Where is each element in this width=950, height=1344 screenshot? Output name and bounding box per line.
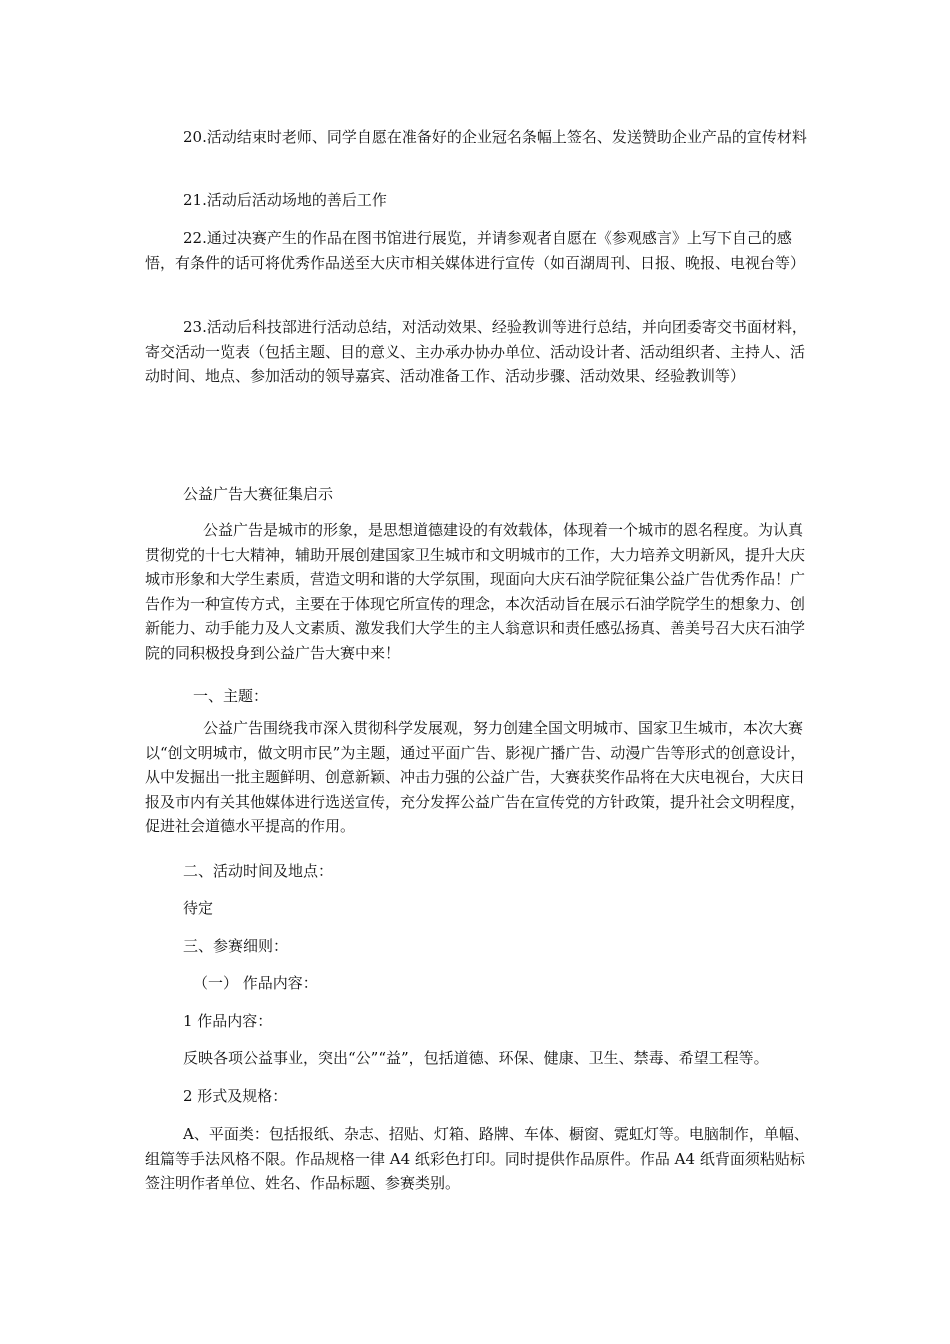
- step-23: 23.活动后科技部进行活动总结，对活动效果、经验教训等进行总结，并向团委寄交书面材料，寄交活动一览表（包括主题、目的意义、主办承办协办单位、活动设计者、活动组织者、主持人、活动时间、地点、参加活动的领导嘉宾、活动准备工作、活动步骤、活动效果、经验教训等）: [145, 318, 807, 385]
- section-1-body: 公益广告围绕我市深入贯彻科学发展观，努力创建全国文明城市、国家卫生城市，本次大赛以“创文明城市，做文明市民”为主题，通过平面广告、影视广播广告、动漫广告等形式的创意设计，从中发掘出一批主题鲜明、创意新颖、冲击力强的公益广告，大赛获奖作品将在大庆电视台，大庆日报及市内有关其他媒体进行选送宣传，充分发挥公益广告在宣传党的方针政策，提升社会文明程度，促进社会道德水平提高的作用。: [145, 719, 806, 835]
- section-2-heading: 二、活动时间及地点：: [183, 862, 334, 880]
- step-20: 20.活动结束时老师、同学自愿在准备好的企业冠名条幅上签名、发送赞助企业产品的宣传材料: [183, 128, 807, 146]
- notice-intro: 公益广告是城市的形象，是思想道德建设的有效载体，体现着一个城市的恩名程度。为认真贯彻党的十七大精神，辅助开展创建国家卫生城市和文明城市的工作，大力培养文明新风，提升大庆城市形象和大学生素质，营造文明和谐的大学氛围，现面向大庆石油学院征集公益广告优秀作品！广告作为一种宣传方式，主要在于体现它所宣传的理念，本次活动旨在展示石油学院学生的想象力、创新能力、动手能力及人文素质、激发我们大学生的主人翁意识和责任感弘扬真、善美号召大庆石油学院的同积极投身到公益广告大赛中来！: [145, 521, 806, 662]
- section-3-heading: 三、参赛细则：: [183, 937, 289, 955]
- section-2-body: 待定: [183, 899, 214, 917]
- subsection-1-heading: （一） 作品内容：: [193, 974, 318, 992]
- item-2-body: A、平面类：包括报纸、杂志、招贴、灯箱、路牌、车体、橱窗、霓虹灯等。电脑制作，单幅、组篇等手法风格不限。作品规格一律 A4 纸彩色打印。同时提供作品原件。作品 A4 纸背面须粘贴标签注明作者单位、姓名、作品标题、参赛类别。: [145, 1125, 809, 1192]
- section-1-heading: 一、主题：: [193, 687, 269, 705]
- step-21: 21.活动后活动场地的善后工作: [183, 191, 387, 209]
- step-22: 22.通过决赛产生的作品在图书馆进行展览，并请参观者自愿在《参观感言》上写下自己的感悟，有条件的话可将优秀作品送至大庆市相关媒体进行宣传（如百湖周刊、日报、晚报、电视台等）: [145, 229, 806, 272]
- item-2-heading: 2 形式及规格：: [183, 1087, 288, 1105]
- item-1-body: 反映各项公益事业，突出“公”“益”，包括道德、环保、健康、卫生、禁毒、希望工程等。: [183, 1049, 769, 1067]
- notice-title: 公益广告大赛征集启示: [183, 485, 334, 503]
- item-1-heading: 1 作品内容：: [183, 1012, 273, 1030]
